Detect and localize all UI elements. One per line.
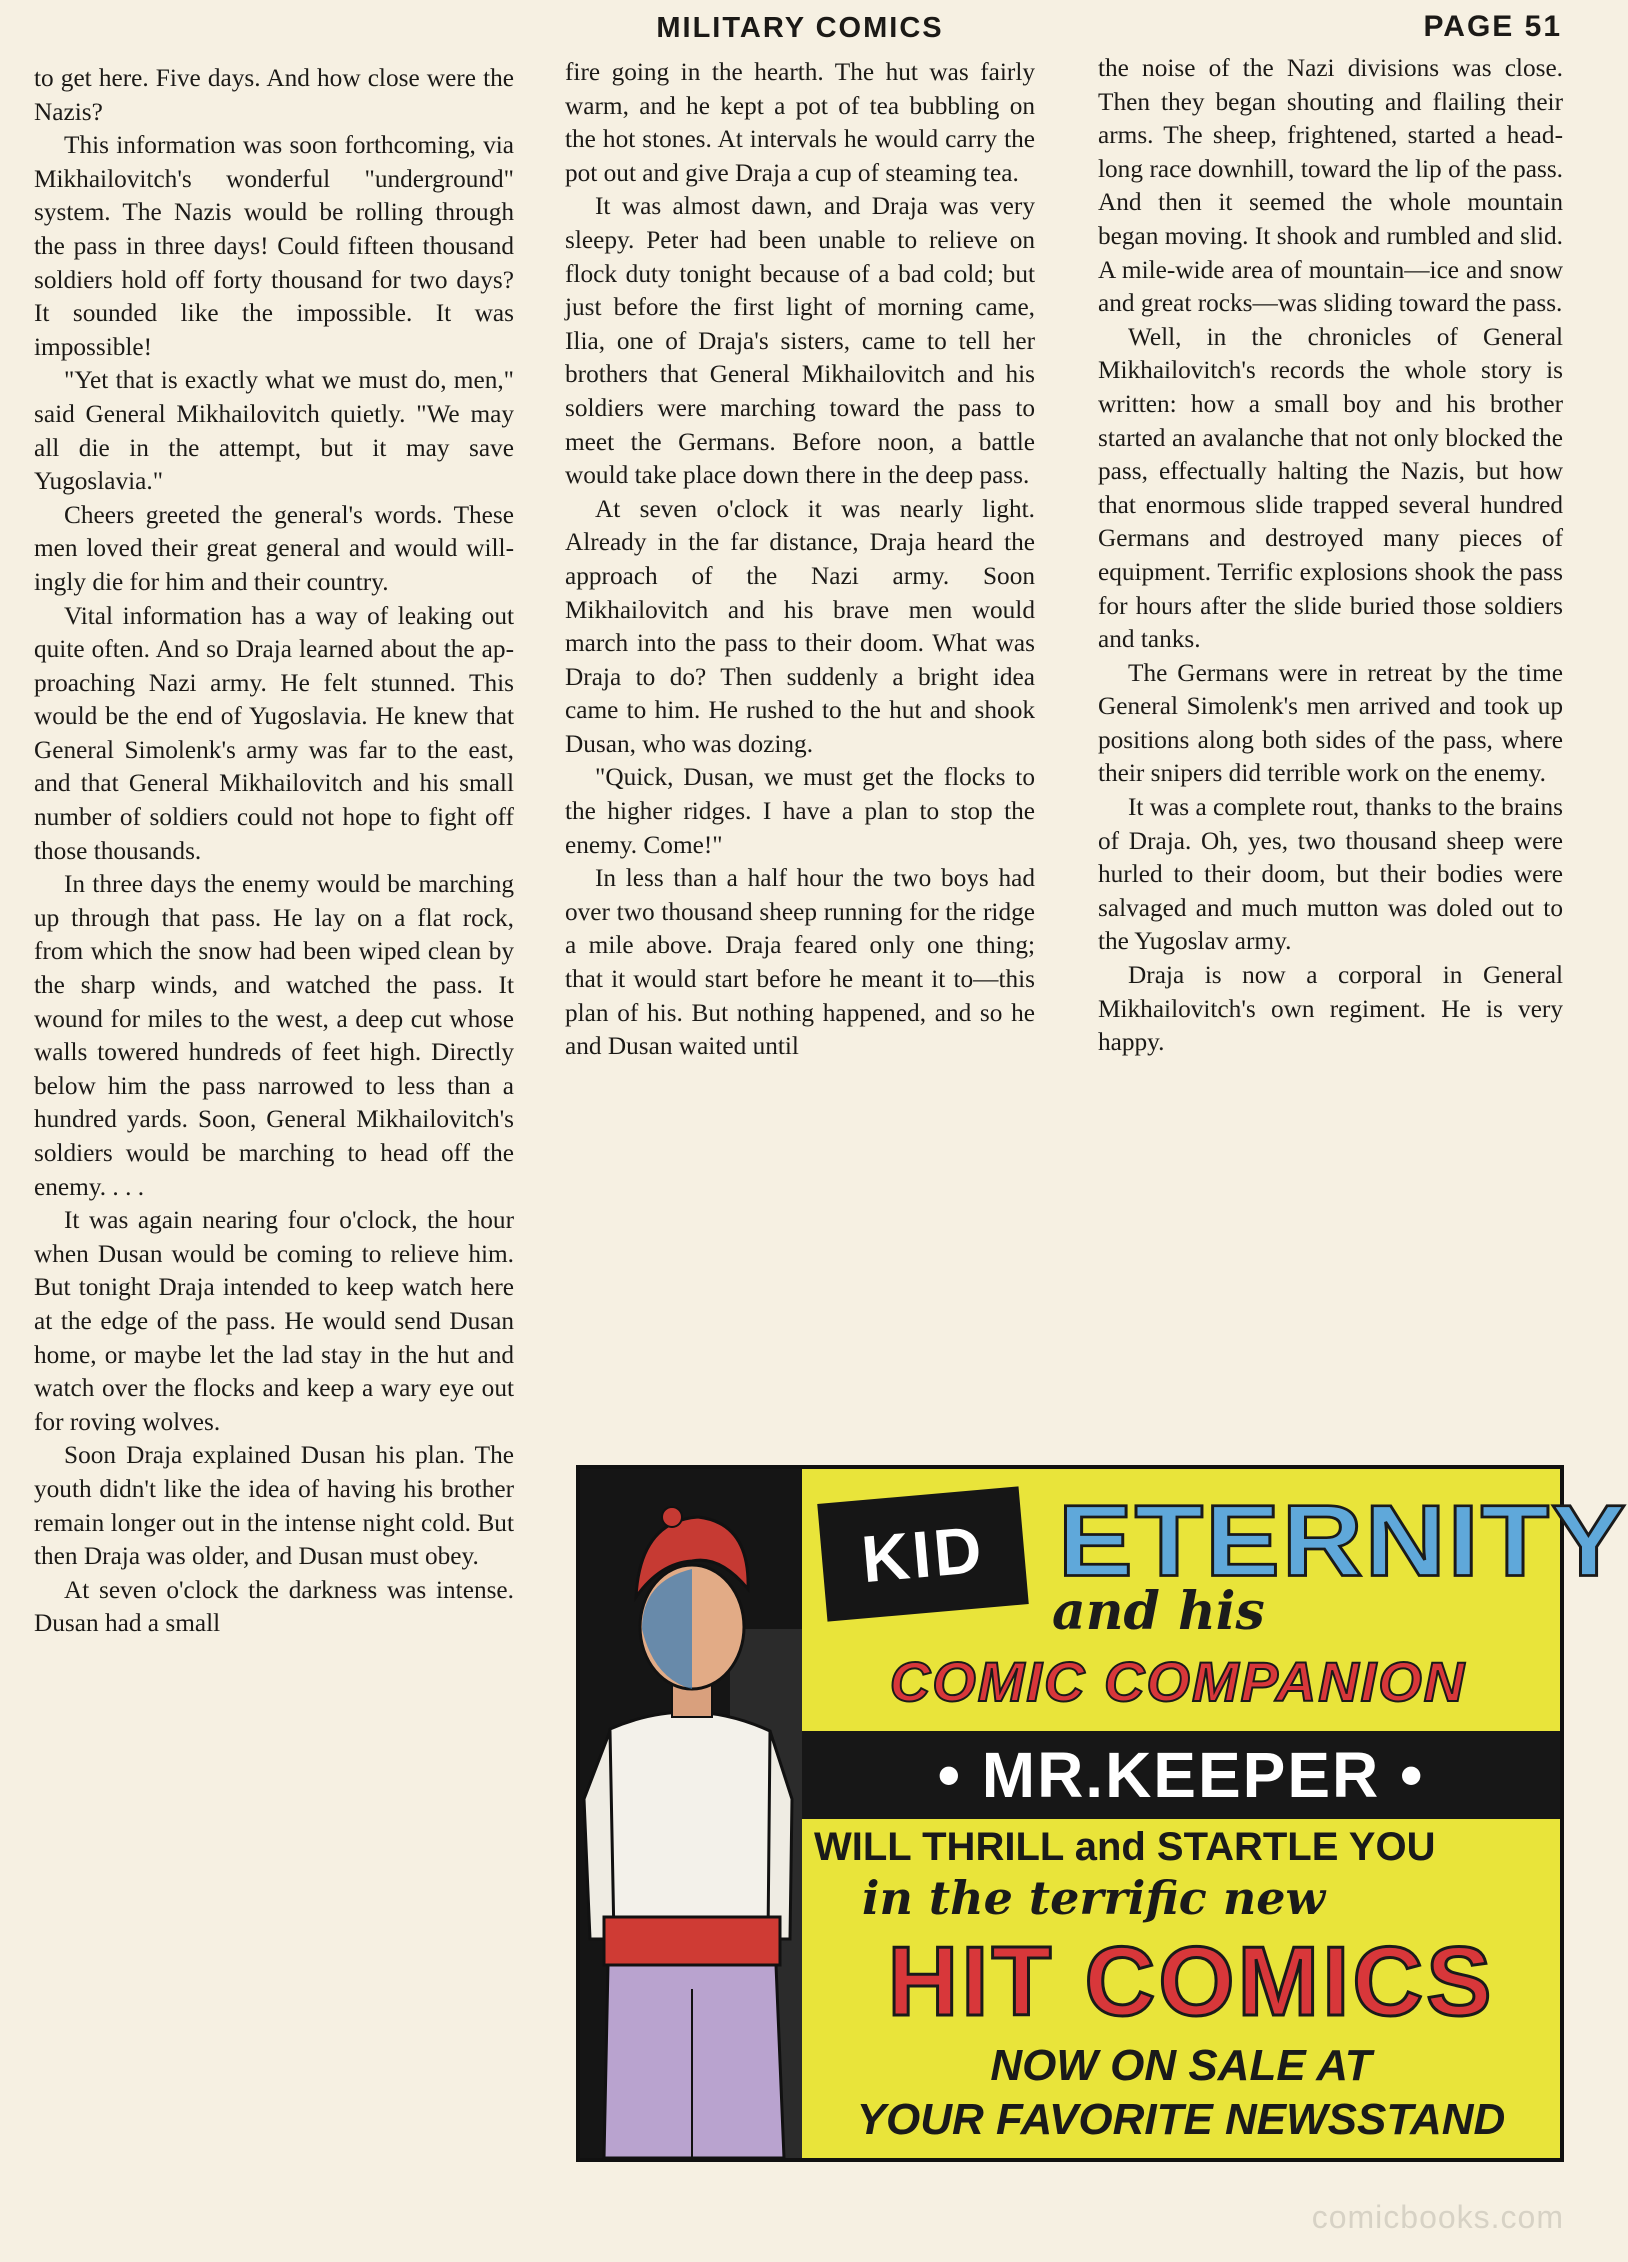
will-thrill-text: WILL THRILL and STARTLE YOU — [814, 1825, 1436, 1869]
terrific-new-text: in the terrific new — [862, 1871, 1326, 1925]
paragraph: In less than a half hour the two boys had over two thousand sheep running for the ridge a mile above. Draja feared only one thing; that it would start before he meant it to—this plan of his. But nothing happened, and so he and Dusan waited until — [565, 864, 1035, 1061]
watermark: comicbooks.com — [1311, 2199, 1564, 2235]
hit-comics-title: HIT COMICS — [887, 1926, 1495, 2036]
running-title: MILITARY COMICS — [656, 12, 944, 44]
paragraph: fire going in the hearth. The hut was fairly warm, and he kept a pot of tea bubbling on the hot stones. At intervals he would carry the pot out and give Draja a cup of steaming tea. — [565, 58, 1035, 187]
mr-keeper-title: • MR.KEEPER • — [937, 1739, 1425, 1811]
on-sale-text — [802, 2039, 1560, 2147]
paragraph: Cheers greeted the general's words. These men loved their great general and would willingly die for him and their country. — [34, 500, 514, 596]
paragraph: It was again nearing four o'clock, the hour when Dusan would be coming to relieve him. But tonight Draja intended to keep watch here at the edge of the pass. He would send Dusan home, or maybe let the lad stay in the hut and watch over the flocks and keep a wary eye out for roving wolves. — [34, 1206, 514, 1436]
kid-eternity-figure-panel — [580, 1469, 802, 2158]
on-sale-line-1: NOW ON SALE AT — [990, 2041, 1372, 2090]
paragraph: "Yet that is exactly what we must do, men," said General Mikhailovitch quietly. "We may all die in the attempt, but it may save Yugoslavia." — [34, 366, 514, 496]
paragraph: the noise of the Nazi divisions was close. Then they began shouting and flailing their arms. The sheep, frightened, started a headlong race downhill, toward the lip of the pass. And then it seemed the whole mountain began moving. It shook and rumbled and slid. A mile-wide area of mountain—ice and snow and great rocks—was sliding toward the pass. — [1098, 54, 1563, 318]
page-number: PAGE 51 — [1423, 10, 1562, 43]
paragraph: Draja is now a corporal in General Mikhailovitch's own regiment. He is very happy. — [1098, 961, 1563, 1057]
hit-comics-advertisement — [576, 1465, 1628, 2162]
paragraph: It was almost dawn, and Draja was very sleepy. Peter had been unable to relieve on flock duty tonight because of a bad cold; but just before the first light of morning came, Ilia, one of Draja's sisters, came to tell her brothers that General Mikhailovitch and his soldiers were marching toward the pass to meet the Germans. Before noon, a battle would take place down there in the deep pass. — [565, 192, 1035, 490]
paragraph: At seven o'clock the darkness was intense. Dusan had a small — [34, 1575, 514, 1638]
paragraph: It was a complete rout, thanks to the brains of Draja. Oh, yes, two thousand sheep were hurled to their doom, but their bodies were salvaged and much mutton was doled out to the Yugoslav army. — [1098, 793, 1563, 956]
ad-text-panel — [802, 1469, 1628, 2158]
and-his-text: and his — [1052, 1581, 1265, 1642]
kid-label-box — [817, 1486, 1029, 1621]
paragraph: to get here. Five days. And how close were the Nazis? — [34, 64, 514, 126]
kid-label: KID — [858, 1511, 988, 1597]
text-column-2 — [565, 56, 1035, 1064]
text-column-3 — [1098, 52, 1563, 1060]
paragraph: In three days the enemy would be marching up through that pass. He lay on a flat rock, from which the snow had been wiped clean by the sharp winds, and watched the pass. It wound for miles to the west, a deep cut whose walls towered hundreds of feet high. Directly below him the pass narrowed to less than a hundred yards. Soon, General Mikhailovitch's soldiers would be marching to head off the enemy. . . . — [34, 870, 514, 1201]
paragraph: Vital information has a way of leaking out quite often. And so Draja learned about the approaching Nazi army. He felt stunned. This would be the end of Yugoslavia. He knew that General Simolenk's army was far to the east, and that General Mikhailovitch and his small number of soldiers could not hope to fight off those thousands. — [34, 601, 514, 865]
paragraph: The Germans were in retreat by the time General Simolenk's men arrived and took up positions along both sides of the pass, where their snipers did terrible work on the enemy. — [1098, 658, 1563, 788]
paragraph: "Quick, Dusan, we must get the flocks to the higher ridges. I have a plan to stop the enemy. Come!" — [565, 763, 1035, 859]
kid-eternity-illustration — [580, 1469, 802, 2158]
paragraph: Well, in the chronicles of General Mikhailovitch's records the whole story is written: how a small boy and his brother started an avalanche that not only blocked the pass, effectually halting the Nazis, but how that enormous slide trapped several hundred Germans and destroyed many pieces of equipment. Terrific explosions shook the pass for hours after the slide buried those soldiers and tanks. — [1098, 322, 1563, 654]
paragraph: Soon Draja explained Dusan his plan. The youth didn't like the idea of having his brother remain longer out in the intense night cold. But then Draja was older, and Dusan must obey. — [34, 1441, 514, 1571]
paragraph: This information was soon forthcoming, via Mikhailovitch's wonderful "underground" system. The Nazis would be rolling through the pass in three days! Could fifteen thousand soldiers hold off forty thousand for two days? It sounded like the impossible. It was impossible! — [34, 131, 514, 361]
paragraph: At seven o'clock it was nearly light. Already in the far distance, Draja heard the approach of the Nazi army. Soon Mikhailovitch and his brave men would march into the pass to their doom. What was Draja to do? Then suddenly a bright idea came to him. He rushed to the hut and shook Dusan, who was dozing. — [565, 494, 1035, 758]
on-sale-line-2: YOUR FAVORITE NEWSSTAND — [856, 2095, 1506, 2144]
eternity-title: ETERNITY — [1058, 1484, 1628, 1598]
mr-keeper-band — [802, 1731, 1560, 1819]
text-column-1 — [34, 62, 514, 1641]
comic-companion-text: COMIC COMPANION — [889, 1650, 1467, 1713]
